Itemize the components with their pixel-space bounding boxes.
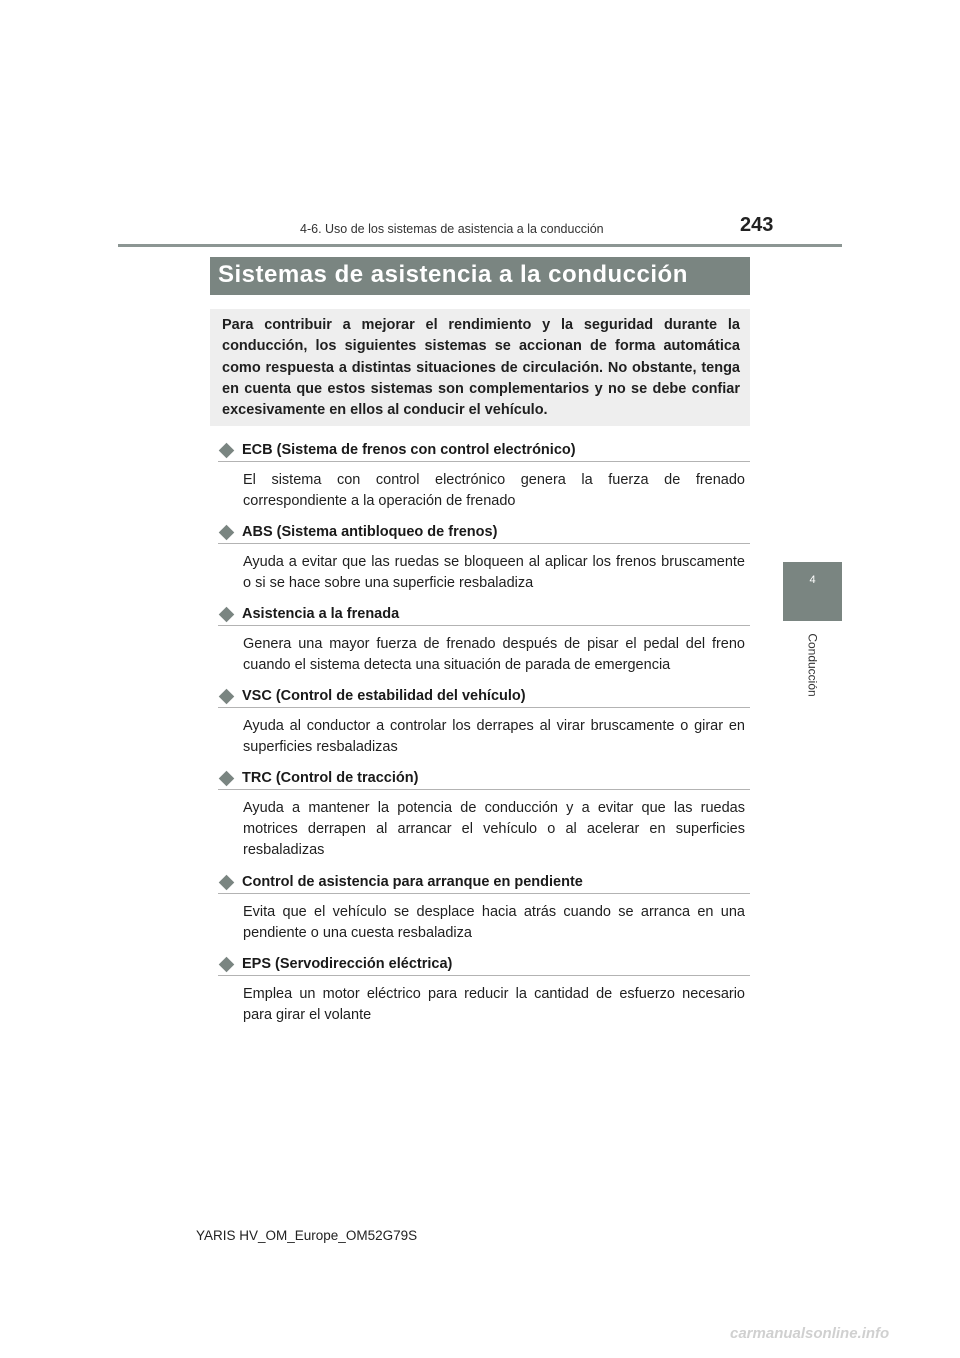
section-eps (218, 954, 750, 1026)
section-hill-start (218, 872, 750, 944)
header-rule (118, 244, 842, 247)
section-heading-text: TRC (Control de tracción) (242, 770, 419, 786)
header-section-title: 4-6. Uso de los sistemas de asistencia a la conducción (300, 222, 604, 236)
section-heading-text: Asistencia a la frenada (242, 606, 400, 622)
section-heading-text: ABS (Sistema antibloqueo de frenos) (242, 524, 498, 540)
section-vsc (218, 686, 750, 758)
diamond-bullet-icon (219, 770, 235, 786)
section-body: Ayuda a mantener la potencia de conducción y a evitar que las ruedas motrices derrapen al arrancar el vehículo o al acelerar en superficies resbaladizas (243, 800, 745, 859)
diamond-bullet-icon (219, 688, 235, 704)
section-body: Ayuda a evitar que las ruedas se bloqueen al aplicar los frenos bruscamente o si se hace sobre una superficie resbaladiza (243, 554, 745, 592)
chapter-side-label-text: Conducción (806, 633, 820, 697)
section-body: Emplea un motor eléctrico para reducir la cantidad de esfuerzo necesario para girar el volante (243, 986, 745, 1024)
section-heading-text: VSC (Control de estabilidad del vehículo) (242, 688, 526, 704)
section-heading (218, 872, 750, 894)
section-heading (218, 604, 750, 626)
section-heading (218, 440, 750, 462)
footer-document-code: YARIS HV_OM_Europe_OM52G79S (196, 1228, 418, 1243)
section-body: Genera una mayor fuerza de frenado después de pisar el pedal del freno cuando el sistema detecta una situación de parada de emergencia (243, 636, 745, 674)
diamond-bullet-icon (219, 874, 235, 890)
section-ecb (218, 440, 750, 512)
watermark: carmanualsonline.info (730, 1325, 890, 1342)
page-number: 243 (740, 214, 774, 236)
page-title: Sistemas de asistencia a la conducción (210, 257, 750, 295)
chapter-tab: 4 (783, 562, 842, 621)
section-body: Evita que el vehículo se desplace hacia atrás cuando se arranca en una pendiente o una cuesta resbaladiza (243, 904, 745, 942)
section-heading-text: EPS (Servodirección eléctrica) (242, 956, 453, 972)
section-trc (218, 768, 750, 862)
diamond-bullet-icon (219, 956, 235, 972)
section-brake-assist (218, 604, 750, 676)
diamond-bullet-icon (219, 442, 235, 458)
intro-box: Para contribuir a mejorar el rendimiento y la seguridad durante la conducción, los siguientes sistemas se accionan de forma automática como respuesta a distintas situaciones de circulación. No obstante, tenga en cuenta que estos sistemas son complementarios y no se debe confiar excesivamente en ellos al conducir el vehículo. (210, 309, 750, 426)
diamond-bullet-icon (219, 606, 235, 622)
chapter-side-label (770, 630, 856, 700)
section-body: Ayuda al conductor a controlar los derrapes al virar bruscamente o girar en superficies resbaladizas (243, 718, 745, 756)
diamond-bullet-icon (219, 524, 235, 540)
section-heading (218, 954, 750, 976)
section-heading-text: ECB (Sistema de frenos con control electrónico) (242, 442, 576, 458)
section-heading-text: Control de asistencia para arranque en pendiente (242, 874, 583, 890)
section-abs (218, 522, 750, 594)
section-heading (218, 686, 750, 708)
section-heading (218, 768, 750, 790)
section-heading (218, 522, 750, 544)
section-body: El sistema con control electrónico genera la fuerza de frenado correspondiente a la operación de frenado (243, 472, 745, 510)
